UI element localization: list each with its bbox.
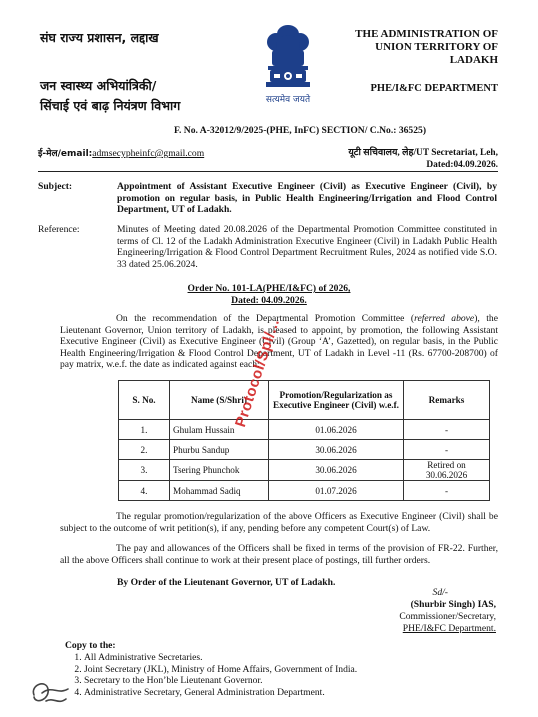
table-row <box>119 481 490 501</box>
signature-block <box>399 587 496 635</box>
list-item: 1. All Administrative Secretaries. <box>84 652 514 664</box>
admin-line1: THE ADMINISTRATION OF <box>355 28 498 40</box>
red-watermark-stamp: Protocol/Spl/... <box>232 316 284 430</box>
cell-remarks: - <box>404 481 490 501</box>
promotion-table <box>118 380 490 501</box>
email-label: ई-मेल/email: <box>38 149 93 159</box>
cell-sno: 3. <box>119 460 170 481</box>
subject-label: Subject: <box>38 181 73 192</box>
copy-to-label: Copy to the: <box>65 640 116 651</box>
table-header-row <box>119 381 490 420</box>
admin-line2: UNION TERRITORY OF <box>375 41 498 53</box>
header-date: Dated:04.09.2026. <box>426 160 498 170</box>
paragraph-writ-petition: The regular promotion/regularization of the above Officers as Executive Engineer (Civil) shall be subject to the outcome of writ petition(s), if any, pending before any competent Court(s) of Law. <box>60 511 498 534</box>
cell-remarks: Retired on 30.06.2026 <box>404 460 490 481</box>
admin-title <box>355 28 498 67</box>
para1-part1: On the recommendation of the Departmental Promotion Committee ( <box>116 313 415 324</box>
copy-to-list <box>70 652 514 698</box>
cell-name: Ghulam Hussain <box>170 420 269 440</box>
file-number: F. No. A-32012/9/2025-(PHE, InFC) SECTION/ C.No.: 36525) <box>174 125 427 136</box>
list-item: 3. Secretary to the Hon’ble Lieutenant Governor. <box>84 675 514 687</box>
table-row <box>119 460 490 481</box>
cell-remarks: - <box>404 420 490 440</box>
header-divider <box>38 171 498 172</box>
cell-date: 01.07.2026 <box>269 481 404 501</box>
admin-line3: LADAKH <box>449 54 498 66</box>
signatory-department: PHE/I&FC Department. <box>402 623 496 634</box>
email-link[interactable]: admsecypheinfc@gmail.com <box>92 148 205 159</box>
national-emblem <box>258 20 318 110</box>
cell-sno: 1. <box>119 420 170 440</box>
cell-name: Phurbu Sandup <box>170 440 269 460</box>
subject-text: Appointment of Assistant Executive Engineer (Civil) as Executive Engineer (Civil), by promotion on regular basis, in Public Health Engineering/Irrigation and Flood Control Department, UT of Ladakh. <box>117 181 497 216</box>
reference-label: Reference: <box>38 224 80 235</box>
cell-sno: 4. <box>119 481 170 501</box>
col-header-remarks: Remarks <box>404 381 490 420</box>
cell-date: 01.06.2026 <box>269 420 404 440</box>
hindi-ut-title: संघ राज्य प्रशासन, लद्दाख <box>40 30 159 45</box>
para1-part2: ), the Lieutenant Governor, Union territory of Ladakh, is pleased to appoint, by promotion, the following Assistant Executive Engineer (Civil) as Executive Engineer (Civil) (Group ‘A’, Gazetted), on regular basis, in the Public Health Engineering/Irrigation & Flood Control Department, UT of Ladakh in Level -11 (Rs. 67700-208700) of pay matrix, w.e.f. the date as indicated against each: <box>60 313 498 371</box>
order-number: Order No. 101-LA(PHE/I&FC) of 2026, <box>187 283 351 294</box>
hindi-dept-line1: जन स्वास्थ्य अभियांत्रिकी/ <box>40 78 157 93</box>
col-header-sno: S. No. <box>119 381 170 420</box>
signature-sd: Sd/- <box>432 587 448 598</box>
cell-date: 30.06.2026 <box>269 460 404 481</box>
reference-text: Minutes of Meeting dated 20.08.2026 of the Departmental Promotion Committee constituted in terms of Cl. 12 of the Ladakh Administration Executive Engineer (Civil) in Ladakh Public Health Engineering/Irrigation & Flood Control Department Recruitment Rules, 2024 as notified vide S.O. 33 dated 25.06.2024. <box>117 224 497 270</box>
lion-capital-icon <box>258 20 318 92</box>
list-item: 4. Administrative Secretary, General Administration Department. <box>84 687 514 699</box>
cell-date: 30.06.2026 <box>269 440 404 460</box>
list-item: 2. Joint Secretary (JKL), Ministry of Home Affairs, Government of India. <box>84 664 514 676</box>
department-name: PHE/I&FC DEPARTMENT <box>370 83 498 94</box>
paragraph-pay-allowances: The pay and allowances of the Officers shall be fixed in terms of the provision of FR-22. Further, all the above Officers shall continue to work at their present place of postings, till further orders. <box>60 543 498 566</box>
secretariat-address: यूटी सचिवालय, लेह/UT Secretariat, Leh, <box>348 148 498 158</box>
cell-remarks: - <box>404 440 490 460</box>
cell-name: Mohammad Sadiq <box>170 481 269 501</box>
handwritten-initials-icon <box>28 675 72 711</box>
cell-name: Tsering Phunchok <box>170 460 269 481</box>
by-order-line: By Order of the Lieutenant Governor, UT of Ladakh. <box>117 577 336 588</box>
table-row <box>119 440 490 460</box>
signatory-designation: Commissioner/Secretary, <box>399 611 496 622</box>
hindi-dept-line2: सिंचाई एवं बाढ़ नियंत्रण विभाग <box>40 98 181 113</box>
order-date: Dated: 04.09.2026. <box>231 295 307 306</box>
emblem-motto: सत्यमेव जयते <box>265 95 311 105</box>
email-line <box>38 146 204 159</box>
para1-italic: referred above <box>414 313 475 324</box>
signatory-name: (Shurbir Singh) IAS, <box>410 599 496 610</box>
cell-sno: 2. <box>119 440 170 460</box>
col-header-promotion-date: Promotion/Regularization as Executive Engineer (Civil) w.e.f. <box>269 381 404 420</box>
table-row <box>119 420 490 440</box>
col-header-name: Name (S/Shri) <box>170 381 269 420</box>
order-heading <box>0 283 538 307</box>
